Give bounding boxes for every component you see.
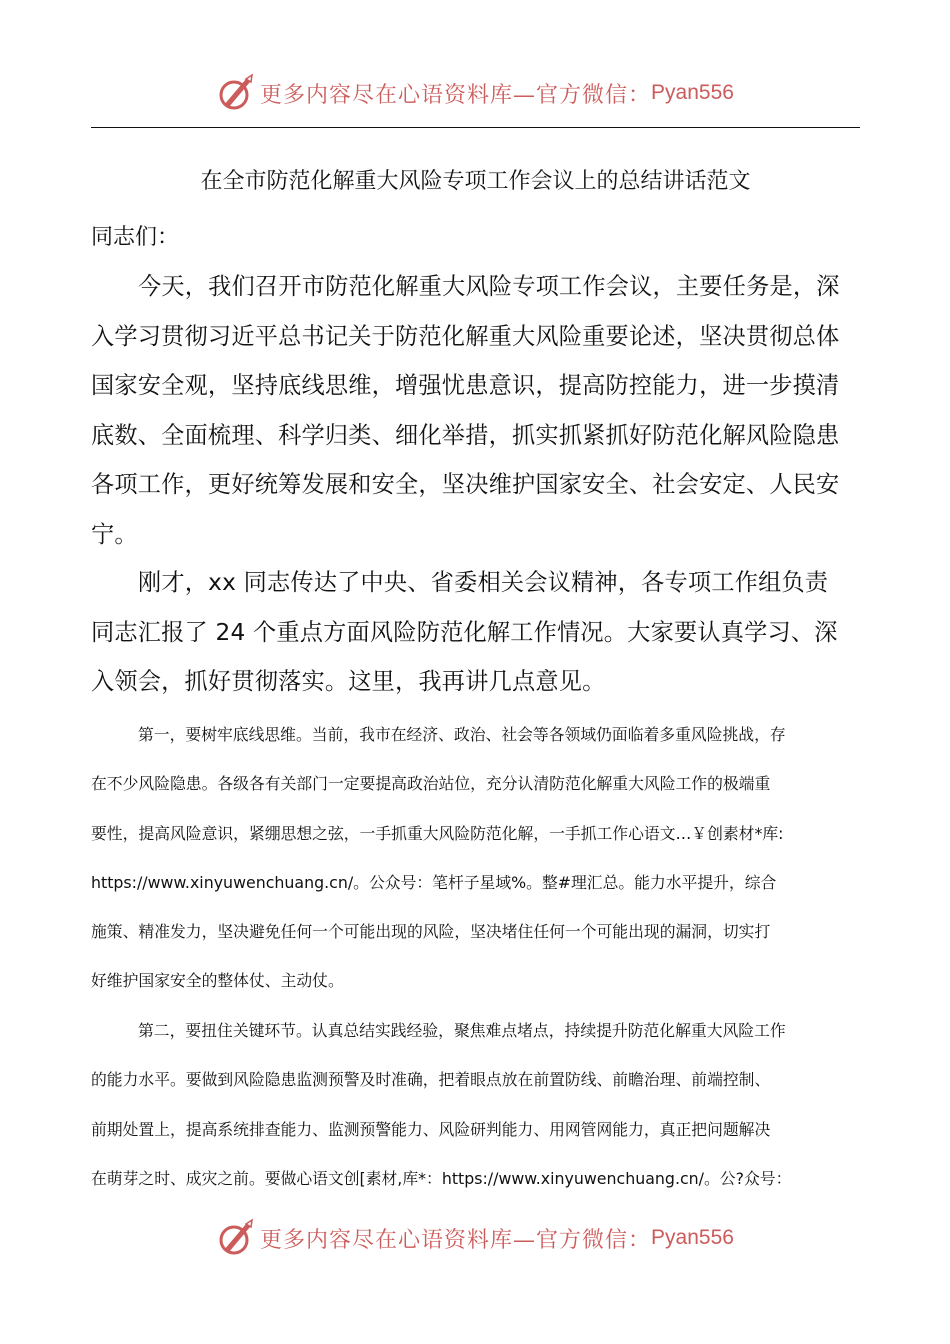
- paragraph-line: 刚才，xx 同志传达了中央、省委相关会议精神，各专项工作组负责: [138, 569, 829, 596]
- paragraph-2: [91, 558, 860, 707]
- paragraph-line: 在不少风险隐患。各级各有关部门一定要提高政治站位，充分认清防范化解重大风险工作的极端重: [91, 774, 771, 794]
- paragraph-line: 同志汇报了 24 个重点方面风险防范化解工作情况。大家要认真学习、深: [91, 618, 838, 646]
- paragraph-1: [91, 262, 860, 560]
- watermark-text: 更多内容尽在心语资料库—官方微信：: [260, 82, 652, 108]
- paragraph-line: 国家安全观，坚持底线思维，增强忧患意识，提高防控能力，进一步摸清: [91, 372, 840, 400]
- pen-logo-icon: [216, 1218, 256, 1258]
- paragraph-line: 今天，我们召开市防范化解重大风险专项工作会议，主要任务是，深: [138, 273, 840, 300]
- watermark-wechat-id: Pyan556: [651, 81, 734, 104]
- paragraph-line: 第二，要扭住关键环节。认真总结实践经验，聚焦难点堵点，持续提升防范化解重大风险工作: [138, 1021, 786, 1040]
- paragraph-line: 第一，要树牢底线思维。当前，我市在经济、政治、社会等各领域仍面临着多重风险挑战，存: [138, 725, 786, 744]
- paragraph-line: 入领会，抓好贯彻落实。这里，我再讲几点意见。: [91, 668, 606, 696]
- watermark-wechat-id: Pyan556: [651, 1226, 734, 1249]
- header-watermark: [0, 70, 950, 116]
- document-title: 在全市防范化解重大风险专项工作会议上的总结讲话范文: [200, 169, 751, 194]
- paragraph-line: 好维护国家安全的整体仗、主动仗。: [91, 971, 344, 991]
- paragraph-line: 宁。: [91, 520, 138, 548]
- header-divider: [91, 127, 860, 128]
- paragraph-line: 的能力水平。要做到风险隐患监测预警及时准确，把着眼点放在前置防线、前瞻治理、前端控制、: [91, 1070, 771, 1090]
- footer-watermark: [0, 1215, 950, 1261]
- paragraph-line: 在萌芽之时、成灾之前。要做心语文创[素材,库*：https://www.xinyuwenchuang.cn/。公?众号：: [91, 1168, 792, 1188]
- paragraph-line: 各项工作，更好统筹发展和安全，坚决维护国家安全、社会安定、人民安: [91, 471, 840, 499]
- salutation: 同志们：: [91, 225, 180, 250]
- paragraph-line: 要性，提高风险意识，紧绷思想之弦，一手抓重大风险防范化解，一手抓工作心语文…￥创素材*库:: [91, 823, 784, 843]
- paragraph-line: 施策、精准发力，坚决避免任何一个可能出现的风险，坚决堵住任何一个可能出现的漏洞，切实打: [91, 922, 771, 942]
- watermark-text: 更多内容尽在心语资料库—官方微信：: [260, 1227, 652, 1253]
- paragraph-line: 前期处置上，提高系统排查能力、监测预警能力、风险研判能力、用网管网能力，真正把问题解决: [91, 1119, 771, 1139]
- paragraph-4: [91, 1006, 860, 1203]
- pen-logo-icon: [216, 73, 256, 113]
- paragraph-line: https://www.xinyuwenchuang.cn/。公众号：笔杆子星域%。整#理汇总。能力水平提升，综合: [91, 872, 777, 892]
- paragraph-3: [91, 710, 860, 1006]
- paragraph-line: 底数、全面梳理、科学归类、细化举措，抓实抓紧抓好防范化解风险隐患: [91, 421, 840, 449]
- paragraph-line: 入学习贯彻习近平总书记关于防范化解重大风险重要论述，坚决贯彻总体: [91, 322, 840, 350]
